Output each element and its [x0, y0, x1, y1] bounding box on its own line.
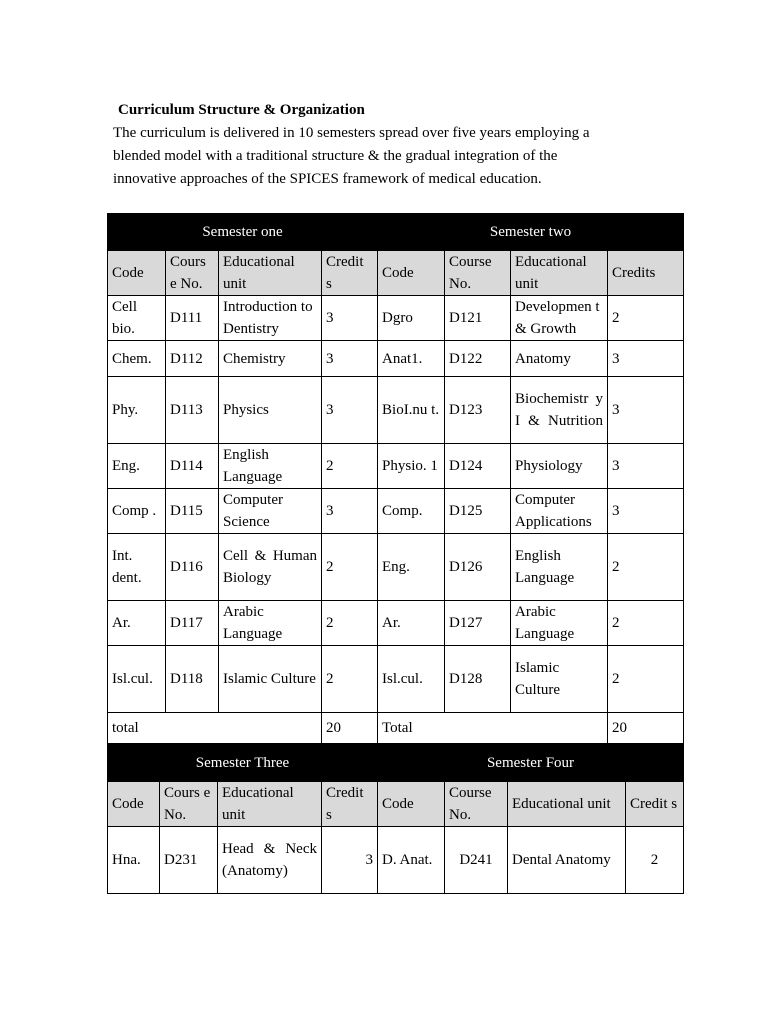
course-no-cell: D125 [445, 489, 511, 534]
unit-cell: Arabic Language [511, 601, 608, 646]
header-course-no: Course No. [445, 782, 508, 827]
code-cell: BioI.nu t. [378, 377, 445, 444]
code-cell: D. Anat. [378, 827, 445, 894]
course-no-cell: D113 [166, 377, 219, 444]
credits-cell: 3 [322, 489, 378, 534]
credits-cell: 2 [322, 646, 378, 713]
header-educational-unit: Educational unit [511, 251, 608, 296]
table-row [108, 296, 684, 341]
code-cell: Phy. [108, 377, 166, 444]
credits-cell: 2 [626, 827, 684, 894]
section-heading: Curriculum Structure & Organization [118, 102, 365, 118]
header-course-no: Cours e No. [166, 251, 219, 296]
unit-cell: Physics [219, 377, 322, 444]
credits-cell: 2 [608, 296, 684, 341]
unit-cell: Islamic Culture [511, 646, 608, 713]
semester-title-row [108, 214, 684, 251]
total-row [108, 713, 684, 744]
course-no-cell: D241 [445, 827, 508, 894]
semester-four-title: Semester Four [378, 745, 684, 782]
unit-cell: Developmen t & Growth [511, 296, 608, 341]
unit-cell: English Language [219, 444, 322, 489]
table-row [108, 534, 684, 601]
table-row [108, 444, 684, 489]
course-no-cell: D117 [166, 601, 219, 646]
semester-one-title: Semester one [108, 214, 378, 251]
unit-cell: English Language [511, 534, 608, 601]
header-credits: Credit s [322, 251, 378, 296]
code-cell: Isl.cul. [378, 646, 445, 713]
course-no-cell: D111 [166, 296, 219, 341]
code-cell: Cell bio. [108, 296, 166, 341]
course-no-cell: D118 [166, 646, 219, 713]
code-cell: Dgro [378, 296, 445, 341]
total-label: Total [378, 713, 608, 744]
unit-cell: Islamic Culture [219, 646, 322, 713]
credits-cell: 3 [322, 296, 378, 341]
code-cell: Anat1. [378, 341, 445, 377]
credits-cell: 3 [608, 341, 684, 377]
code-cell: Eng. [378, 534, 445, 601]
unit-cell: Head & Neck (Anatomy) [218, 827, 322, 894]
total-label: total [108, 713, 322, 744]
table-row [108, 601, 684, 646]
header-row [108, 251, 684, 296]
unit-cell: Anatomy [511, 341, 608, 377]
table-row [108, 646, 684, 713]
semester-title-row [108, 745, 684, 782]
code-cell: Ar. [108, 601, 166, 646]
header-code: Code [108, 251, 166, 296]
credits-cell: 3 [608, 489, 684, 534]
course-no-cell: D123 [445, 377, 511, 444]
intro-line: innovative approaches of the SPICES framework of medical education. [113, 171, 542, 187]
credits-cell: 3 [322, 827, 378, 894]
course-no-cell: D126 [445, 534, 511, 601]
table-row [108, 377, 684, 444]
course-no-cell: D127 [445, 601, 511, 646]
credits-cell: 2 [322, 444, 378, 489]
header-educational-unit: Educational unit [508, 782, 626, 827]
unit-cell: Biochemistr y I & Nutrition [511, 377, 608, 444]
header-credits: Credits [608, 251, 684, 296]
code-cell: Comp . [108, 489, 166, 534]
header-educational-unit: Educational unit [218, 782, 322, 827]
code-cell: Chem. [108, 341, 166, 377]
header-code: Code [378, 251, 445, 296]
header-course-no: Cours e No. [160, 782, 218, 827]
code-cell: Comp. [378, 489, 445, 534]
credits-cell: 3 [608, 444, 684, 489]
code-cell: Eng. [108, 444, 166, 489]
course-no-cell: D122 [445, 341, 511, 377]
code-cell: Int. dent. [108, 534, 166, 601]
header-educational-unit: Educational unit [219, 251, 322, 296]
table-row [108, 489, 684, 534]
code-cell: Ar. [378, 601, 445, 646]
table-row [108, 827, 684, 894]
credits-cell: 2 [608, 534, 684, 601]
intro-line: The curriculum is delivered in 10 semesters spread over five years employing a [113, 125, 590, 141]
header-course-no: Course No. [445, 251, 511, 296]
course-no-cell: D231 [160, 827, 218, 894]
code-cell: Isl.cul. [108, 646, 166, 713]
code-cell: Physio. 1 [378, 444, 445, 489]
semester-3-4-table [107, 744, 684, 894]
course-no-cell: D112 [166, 341, 219, 377]
unit-cell: Physiology [511, 444, 608, 489]
credits-cell: 2 [608, 646, 684, 713]
header-code: Code [108, 782, 160, 827]
header-credits: Credit s [322, 782, 378, 827]
course-no-cell: D128 [445, 646, 511, 713]
credits-cell: 3 [322, 377, 378, 444]
semester-1-2-table [107, 213, 684, 744]
unit-cell: Arabic Language [219, 601, 322, 646]
course-no-cell: D116 [166, 534, 219, 601]
header-row [108, 782, 684, 827]
table-row [108, 341, 684, 377]
course-no-cell: D121 [445, 296, 511, 341]
credits-cell: 3 [322, 341, 378, 377]
header-credits: Credit s [626, 782, 684, 827]
total-value: 20 [322, 713, 378, 744]
total-value: 20 [608, 713, 684, 744]
unit-cell: Chemistry [219, 341, 322, 377]
intro-paragraph [113, 122, 656, 191]
code-cell: Hna. [108, 827, 160, 894]
unit-cell: Computer Applications [511, 489, 608, 534]
credits-cell: 2 [322, 601, 378, 646]
intro-line: blended model with a traditional structure & the gradual integration of the [113, 148, 558, 164]
semester-two-title: Semester two [378, 214, 684, 251]
credits-cell: 3 [608, 377, 684, 444]
semester-three-title: Semester Three [108, 745, 378, 782]
unit-cell: Dental Anatomy [508, 827, 626, 894]
unit-cell: Computer Science [219, 489, 322, 534]
course-no-cell: D115 [166, 489, 219, 534]
header-code: Code [378, 782, 445, 827]
unit-cell: Introduction to Dentistry [219, 296, 322, 341]
unit-cell: Cell & Human Biology [219, 534, 322, 601]
credits-cell: 2 [608, 601, 684, 646]
course-no-cell: D124 [445, 444, 511, 489]
course-no-cell: D114 [166, 444, 219, 489]
credits-cell: 2 [322, 534, 378, 601]
